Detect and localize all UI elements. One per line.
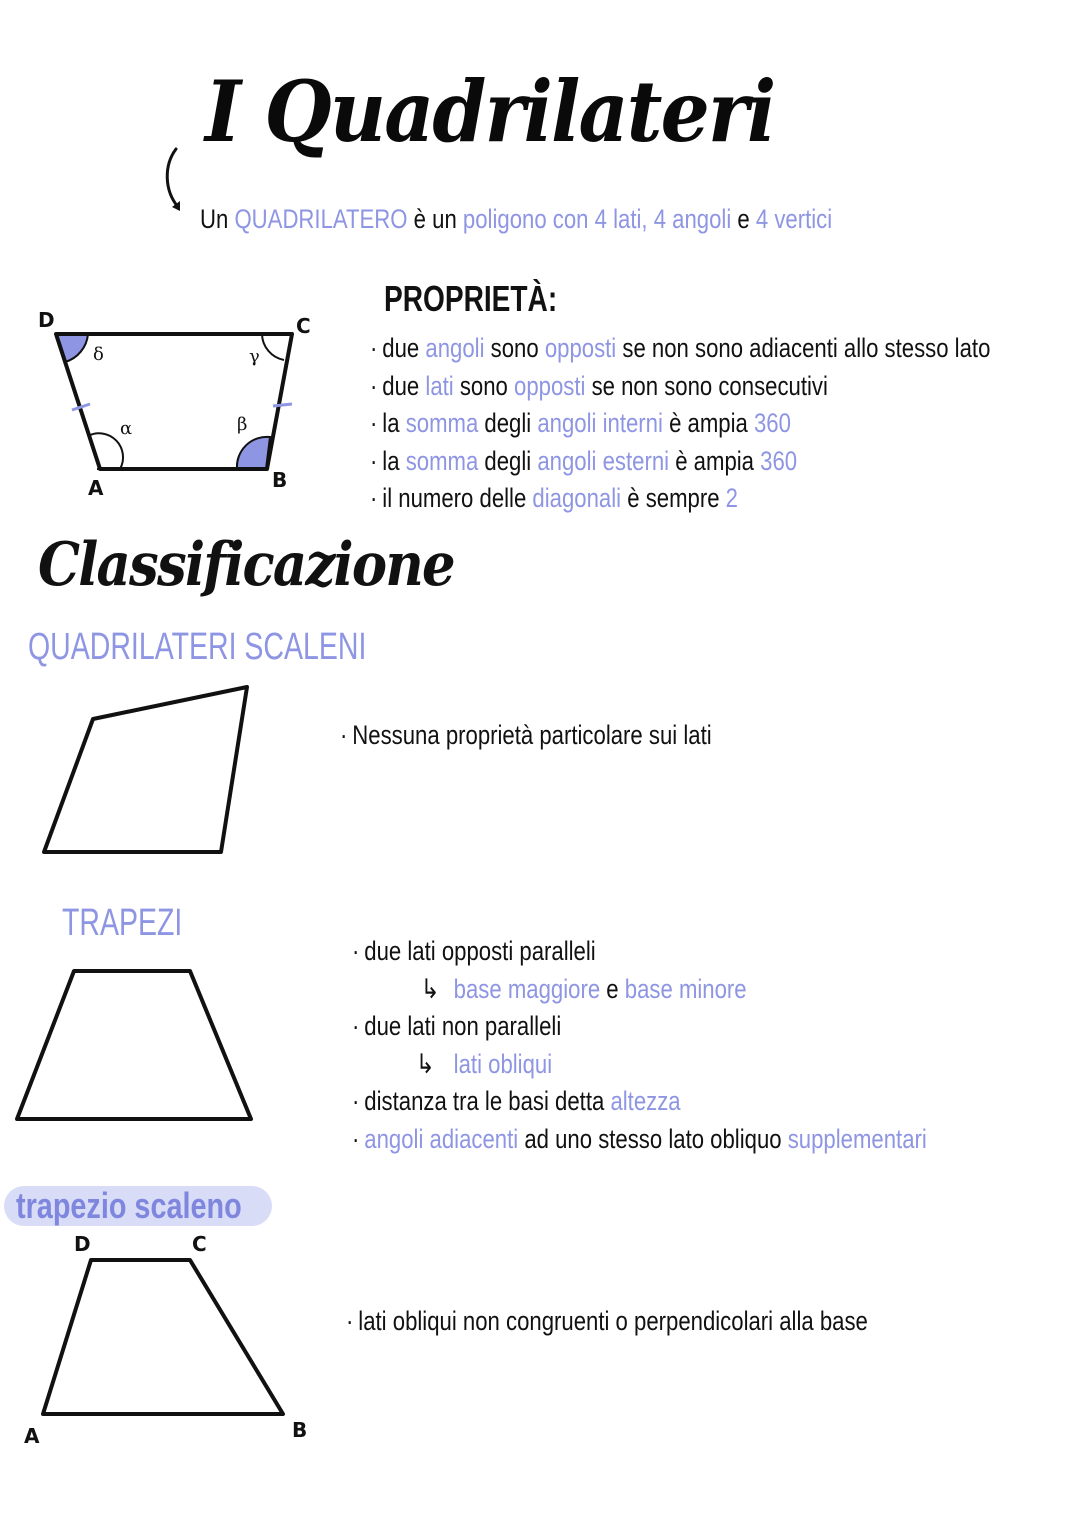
vertex-label-a: A [88,476,104,500]
scaleni-heading: QUADRILATERI SCALENI [28,626,367,668]
definition-part: Un [200,204,235,234]
property-item: · la somma degli angoli esterni è ampia 360 [370,445,798,476]
definition-part: e [731,204,756,234]
definition-term: 4 vertici [755,204,833,234]
scalene-quadrilateral-shape [40,682,255,858]
definition-term: poligono con 4 lati, 4 angoli [462,204,732,234]
page-title: I Quadrilateri [205,62,775,161]
vertex-label-a: A [24,1424,40,1448]
trapezio-scaleno-property: · lati obliqui non congruenti o perpendicolari alla base [346,1306,868,1336]
angle-label-alpha: α [120,418,133,439]
properties-heading: PROPRIETÀ: [384,278,558,319]
trapezi-heading: TRAPEZI [62,902,183,944]
trapezoid-shape [12,966,262,1126]
vertex-label-d: D [74,1232,91,1256]
trapezi-item: · distanza tra le basi detta altezza [352,1086,681,1116]
trapezi-item: · due lati opposti paralleli [352,936,596,966]
property-item: · il numero delle diagonali è sempre 2 [370,483,739,513]
vertex-label-c: C [296,314,311,338]
vertex-label-b: B [272,468,288,492]
curved-arrow-icon [160,145,190,215]
scalene-trapezoid-shape [38,1255,288,1420]
angle-label-beta: β [237,414,248,435]
property-item: · la somma degli angoli interni è ampia 360 [370,408,791,438]
trapezio-scaleno-heading: trapezio scaleno [4,1186,272,1226]
trapezi-item: · due lati non paralleli [352,1011,562,1041]
hook-arrow-icon: ↳ [415,1048,435,1079]
vertex-label-c: C [192,1232,207,1256]
property-item: · due angoli sono opposti se non sono adiacenti allo stesso lato [370,333,991,363]
vertex-label-b: B [292,1418,308,1442]
trapezi-subitem: ↳ base maggiore e base minore [352,971,927,1009]
classification-title: Classificazione [38,530,454,600]
vertex-label-d: D [38,308,55,332]
definition-sentence [200,204,832,235]
trapezi-item: · angoli adiacenti ad uno stesso lato obliquo supplementari [352,1123,927,1154]
scaleni-property: · Nessuna proprietà particolare sui lati [340,720,712,750]
properties-list [370,330,1080,518]
trapezi-properties [352,933,1053,1158]
angle-label-gamma: γ [249,346,260,367]
trapezi-subitem: ↳ lati obliqui [352,1046,927,1084]
property-item: · due lati sono opposti se non sono consecutivi [370,370,828,401]
definition-part: è un [407,204,463,234]
angle-beta-fill [237,437,270,469]
hook-arrow-icon: ↳ [420,973,440,1004]
definition-term: QUADRILATERO [234,204,408,234]
angle-label-delta: δ [93,344,104,365]
